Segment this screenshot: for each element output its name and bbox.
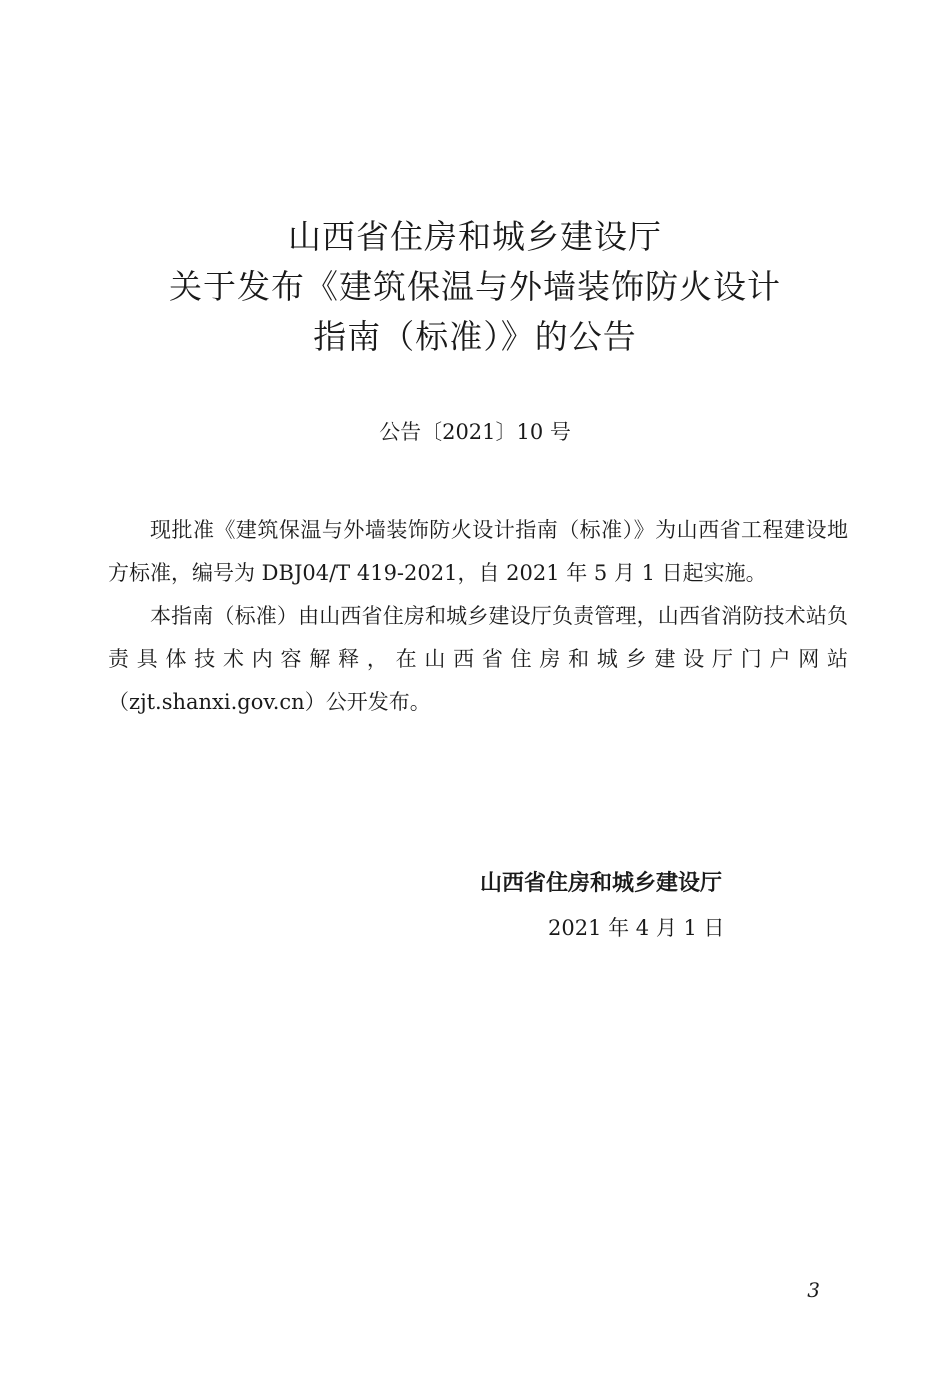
title-line-2: 关于发布《建筑保温与外墙装饰防火设计 [169,267,781,306]
title-line-1: 山西省住房和城乡建设厅 [288,217,662,256]
title-line-3: 指南（标准）》的公告 [313,317,637,356]
body-paragraph-1: 现批准《建筑保温与外墙装饰防火设计指南（标准）》为山西省工程建设地方标准，编号为 DBJ04/T 419-2021，自 2021 年 5 月 1 日起实施。 [108,518,848,585]
announcement-body [108,509,848,724]
issue-date: 2021 年 4 月 1 日 [548,916,725,940]
signature-block [480,862,800,950]
document-number: 公告〔2021〕10 号 [379,420,571,444]
body-paragraph-2: 本指南（标准）由山西省住房和城乡建设厅负责管理，山西省消防技术站负责具体技术内容解释，在山西省住房和城乡建设厅门户网站（zjt.shanxi.gov.cn）公开发布。 [108,604,848,714]
issuing-organization: 山西省住房和城乡建设厅 [480,871,723,896]
announcement-title [0,212,950,362]
page-number: 3 [807,1278,820,1302]
